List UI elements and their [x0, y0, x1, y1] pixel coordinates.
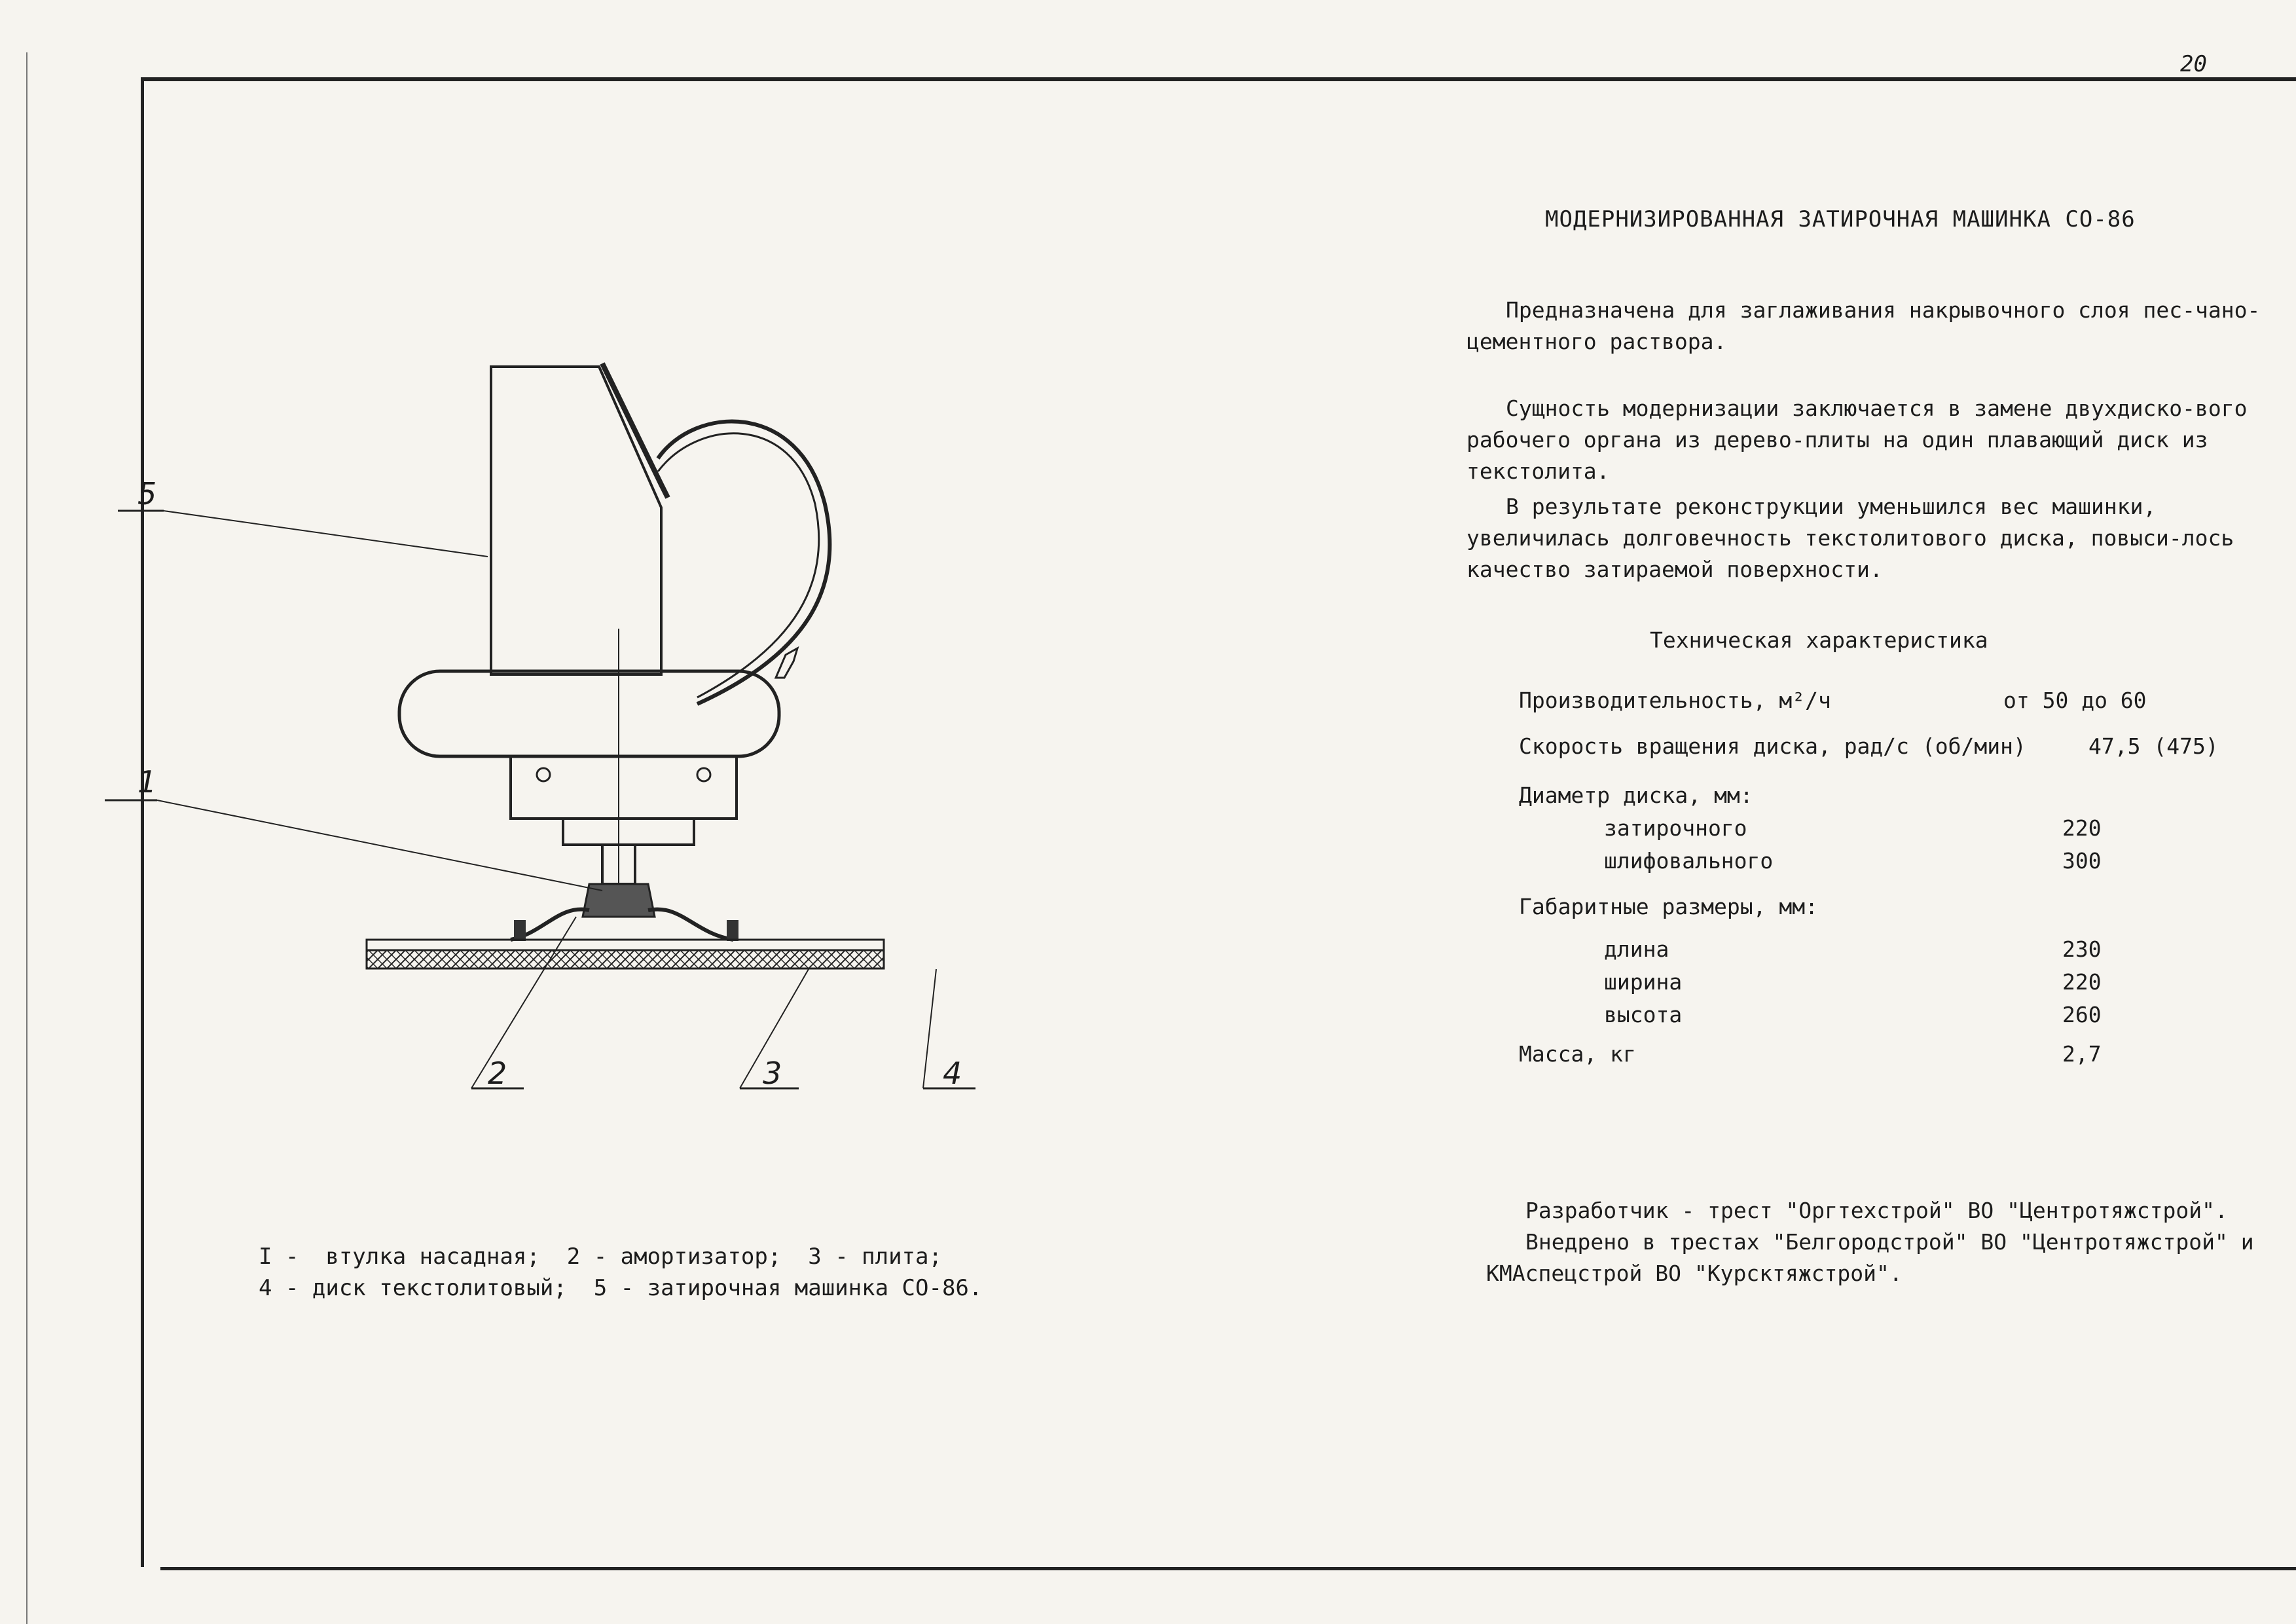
callout-5: 5: [137, 476, 157, 511]
frame-left-border: [141, 77, 144, 1567]
spec-label: шлифовального: [1604, 848, 1774, 874]
spec-label: Габаритные размеры, мм:: [1519, 894, 1818, 919]
callout-1: 1: [137, 764, 157, 800]
spec-label: Масса, кг: [1519, 1041, 1636, 1067]
handle-bracket: [602, 363, 668, 498]
spec-value: 220: [2062, 815, 2102, 841]
spec-label: Скорость вращения диска, рад/с (об/мин): [1519, 733, 2026, 759]
callout-4: 4: [943, 1056, 962, 1091]
machine-drawing: [137, 341, 1061, 1126]
implemented-line: Внедрено в трестах "Белгородстрой" ВО "Центротяжстрой" и КМАспецстрой ВО "Курсктяжстрой".: [1486, 1229, 2254, 1286]
purpose-paragraph: Предназначена для заглаживания накрывочного слоя пес-чано-цементного раствора.: [1467, 297, 2261, 354]
callout-3: 3: [763, 1056, 782, 1091]
result-paragraph: В результате реконструкции уменьшился вес машинки, увеличилась долговечность текстолитового диска, повыси-лось качество затираемой поверхности.: [1467, 494, 2234, 582]
caption-line-1: I - втулка насадная; 2 - амортизатор; 3 - плита;: [259, 1244, 942, 1270]
spec-label: Производительность, м²/ч: [1519, 688, 1831, 713]
credits: [1486, 1195, 2291, 1289]
gearbox-block: [511, 756, 737, 819]
frame-top-border: [141, 77, 2296, 81]
binding-line: [26, 52, 27, 1624]
spec-heading: Техническая характеристика: [1650, 627, 1988, 653]
spec-value: 300: [2062, 848, 2102, 874]
drawing-caption: [259, 1241, 982, 1304]
spec-label: ширина: [1604, 969, 1683, 995]
power-cable: [658, 422, 829, 704]
spec-value: 260: [2062, 1002, 2102, 1027]
spec-label: затирочного: [1604, 815, 1747, 841]
textolite-disc: [367, 950, 884, 969]
spec-value: 47,5 (475): [2088, 733, 2219, 759]
frame-bottom-border: [160, 1567, 2296, 1570]
developer-line: Разработчик - трест "Оргтехстрой" ВО "Центротяжстрой".: [1525, 1198, 2228, 1223]
page-number: 20: [2180, 51, 2207, 77]
document-title: МОДЕРНИЗИРОВАННАЯ ЗАТИРОЧНАЯ МАШИНКА СО-86: [1545, 206, 2136, 232]
caption-line-2: 4 - диск текстолитовый; 5 - затирочная машинка СО-86.: [259, 1275, 983, 1301]
machine-housing: [491, 367, 661, 674]
callout-2: 2: [488, 1056, 507, 1091]
spec-label: высота: [1604, 1002, 1683, 1027]
spec-value: 230: [2062, 936, 2102, 962]
spec-label: длина: [1604, 936, 1669, 962]
spec-value: 2,7: [2062, 1041, 2102, 1067]
plate: [367, 940, 884, 950]
essence-paragraph: Сущность модернизации заключается в замене двухдиско-вого рабочего органа из дерево-плиты на один плавающий диск из текстолита.: [1467, 396, 2248, 484]
spec-label: Диаметр диска, мм:: [1519, 783, 1753, 808]
spec-value: от 50 до 60: [2003, 688, 2147, 713]
spec-value: 220: [2062, 969, 2102, 995]
